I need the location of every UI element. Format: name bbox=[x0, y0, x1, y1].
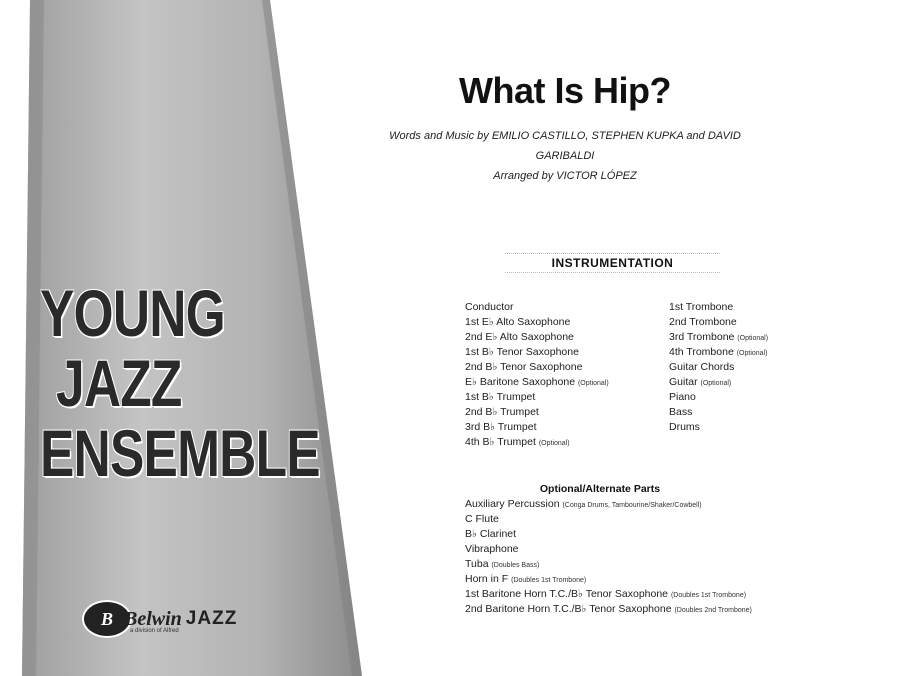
part-note: (Doubles Bass) bbox=[491, 562, 540, 569]
alternate-part-item: Horn in F (Doubles 1st Trombone) bbox=[465, 573, 587, 585]
part-note: (Doubles 1st Trombone) bbox=[511, 577, 587, 584]
series-title-line2: JAZZ bbox=[56, 346, 182, 420]
instrument-item: 1st B♭ Tenor Saxophone bbox=[465, 346, 579, 358]
series-title-line3: ENSEMBLE bbox=[40, 416, 320, 490]
instrumentation-heading: INSTRUMENTATION bbox=[551, 256, 674, 270]
belwin-logo-icon: B bbox=[82, 600, 132, 638]
alternate-part-item: 2nd Baritone Horn T.C./B♭ Tenor Saxophone (Doubles 2nd Trombone) bbox=[465, 603, 752, 615]
part-note: (Doubles 2nd Trombone) bbox=[674, 607, 752, 614]
part-note: (Conga Drums, Tambourine/Shaker/Cowbell) bbox=[562, 502, 702, 509]
optional-note: (Optional) bbox=[538, 440, 570, 447]
publisher-tagline: a division of Alfred bbox=[130, 628, 179, 634]
publisher-imprint: JAZZ bbox=[185, 608, 238, 629]
instrument-item: 3rd Trombone (Optional) bbox=[669, 331, 769, 343]
instrument-list-left bbox=[465, 300, 609, 450]
alternate-part-item: Tuba (Doubles Bass) bbox=[465, 558, 540, 570]
alternate-parts-heading: Optional/Alternate Parts bbox=[539, 483, 661, 495]
instrument-item: 1st E♭ Alto Saxophone bbox=[465, 316, 571, 328]
alternate-part-item: C Flute bbox=[465, 513, 499, 525]
instrument-item: 3rd B♭ Trumpet bbox=[465, 421, 537, 433]
credits bbox=[360, 126, 770, 186]
instrument-item: Bass bbox=[669, 406, 693, 418]
instrument-item: Conductor bbox=[465, 301, 514, 313]
series-title-line1: YOUNG bbox=[40, 276, 225, 350]
instrument-item: 2nd Trombone bbox=[669, 316, 737, 328]
publisher-logo bbox=[82, 600, 237, 638]
publisher-name: Belwin bbox=[124, 607, 182, 630]
instrument-item: 4th B♭ Trumpet (Optional) bbox=[465, 436, 570, 448]
optional-note: (Optional) bbox=[737, 335, 769, 342]
optional-note: (Optional) bbox=[700, 380, 732, 387]
instrument-item: 1st Trombone bbox=[669, 301, 734, 313]
song-title: What Is Hip? bbox=[459, 70, 671, 111]
alternate-part-item: Auxiliary Percussion (Conga Drums, Tambourine/Shaker/Cowbell) bbox=[465, 498, 702, 510]
credits-words-music: Words and Music by EMILIO CASTILLO, STEPHEN KUPKA and DAVID GARIBALDI bbox=[389, 130, 741, 162]
instrument-item: Drums bbox=[669, 421, 700, 433]
instrument-item: Guitar (Optional) bbox=[669, 376, 732, 388]
alternate-part-item: 1st Baritone Horn T.C./B♭ Tenor Saxophone (Doubles 1st Trombone) bbox=[465, 588, 747, 600]
instrument-item: Guitar Chords bbox=[669, 361, 735, 373]
instrument-item: E♭ Baritone Saxophone (Optional) bbox=[465, 376, 609, 388]
optional-note: (Optional) bbox=[736, 350, 768, 357]
alternate-part-item: B♭ Clarinet bbox=[465, 528, 517, 540]
part-note: (Doubles 1st Trombone) bbox=[670, 592, 747, 599]
instrumentation-heading-box bbox=[505, 253, 720, 273]
credits-arranged: Arranged by VICTOR LÓPEZ bbox=[493, 170, 637, 182]
instrument-item: 2nd B♭ Trumpet bbox=[465, 406, 539, 418]
instrument-item: Piano bbox=[669, 391, 696, 403]
instrument-list-right bbox=[669, 300, 768, 435]
instrument-item: 2nd B♭ Tenor Saxophone bbox=[465, 361, 583, 373]
series-title bbox=[40, 278, 399, 488]
alternate-part-item: Vibraphone bbox=[465, 543, 519, 555]
instrument-item: 4th Trombone (Optional) bbox=[669, 346, 768, 358]
instrument-item: 2nd E♭ Alto Saxophone bbox=[465, 331, 574, 343]
instrument-item: 1st B♭ Trumpet bbox=[465, 391, 536, 403]
alternate-parts-list bbox=[465, 497, 752, 617]
optional-note: (Optional) bbox=[577, 380, 609, 387]
